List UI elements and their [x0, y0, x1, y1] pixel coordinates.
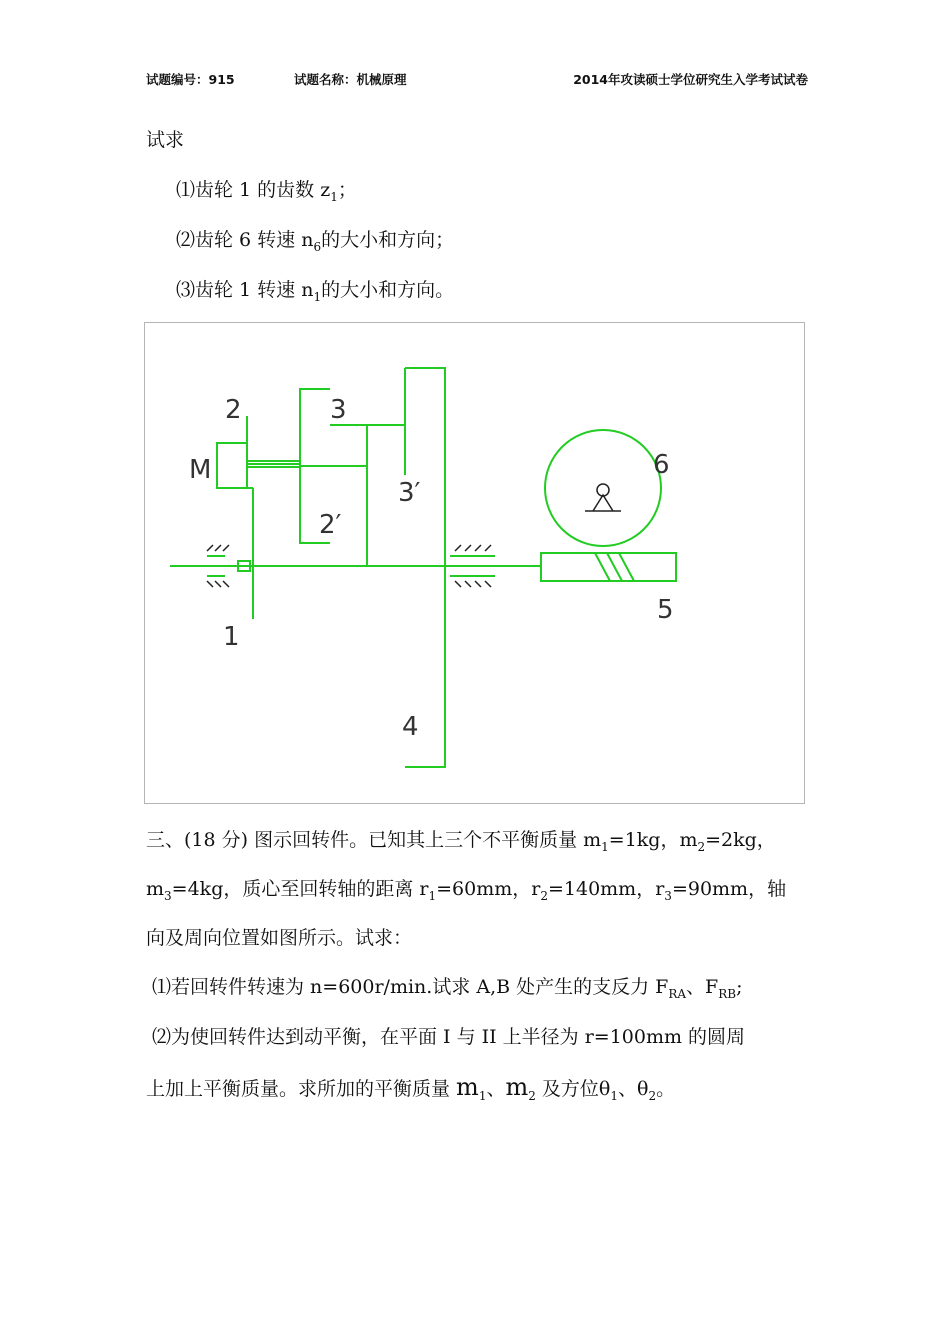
q2-lead: 试求	[146, 129, 185, 151]
label-gear-4: 4	[402, 712, 419, 742]
label-gear-2: 2	[225, 395, 242, 425]
gear-train-diagram	[144, 322, 805, 804]
wheel-support-icon	[585, 495, 621, 511]
label-gear-2prime: 2′	[319, 510, 342, 540]
q3-line-3: 向及周向位置如图所示。试求：	[146, 927, 413, 949]
worm-wheel-6	[545, 430, 661, 546]
worm-thread-1	[595, 553, 610, 581]
q2-item-2: ⑵齿轮 6 转速 $n_6$的大小和方向；	[176, 229, 455, 254]
q3-line-2: $m_3=4kg$，质心至回转轴的距离 $r_1=60mm$，$r_2=140mm$，$r_3=90mm$，轴	[146, 878, 787, 903]
label-gear-3: 3	[330, 395, 347, 425]
exam-subject: 试题名称：机械原理	[294, 72, 407, 87]
q2-item-1: ⑴齿轮 1 的齿数 $z_1$；	[176, 179, 357, 204]
gear-2-outline	[217, 416, 247, 488]
worm-thread-2	[607, 553, 622, 581]
exam-code: 试题编号：915	[146, 72, 235, 87]
label-motor: M	[189, 455, 212, 485]
q3-line-4: ⑴若回转件转速为 n=600r/min.试求 A,B 处产生的支反力 $F_{RA}$、$F_{RB}$;	[152, 976, 743, 1001]
worm-thread-3	[619, 553, 634, 581]
label-gear-3prime: 3′	[398, 478, 421, 508]
page-header	[146, 70, 808, 92]
exam-title: 2014年攻读硕士学位研究生入学考试试卷	[573, 72, 808, 87]
label-worm-5: 5	[657, 595, 674, 625]
gear-train-drawing	[145, 323, 806, 805]
q3-line-1: 三、(18 分) 图示回转件。已知其上三个不平衡质量 $m_1=1kg$，$m_2=2kg$，	[146, 829, 776, 854]
label-gear-1: 1	[223, 622, 240, 652]
gear-3prime-outline	[405, 368, 445, 566]
label-gear-6: 6	[653, 450, 670, 480]
q2-item-3: ⑶齿轮 1 转速 $n_1$的大小和方向。	[176, 279, 455, 304]
q3-line-5: ⑵为使回转件达到动平衡，在平面 I 与 II 上半径为 r=100mm 的圆周	[152, 1026, 746, 1048]
q3-line-6: 上加上平衡质量。求所加的平衡质量 $m_1$、$m_2$ 及方位$\theta_1$、$\theta_2$。	[146, 1073, 676, 1103]
